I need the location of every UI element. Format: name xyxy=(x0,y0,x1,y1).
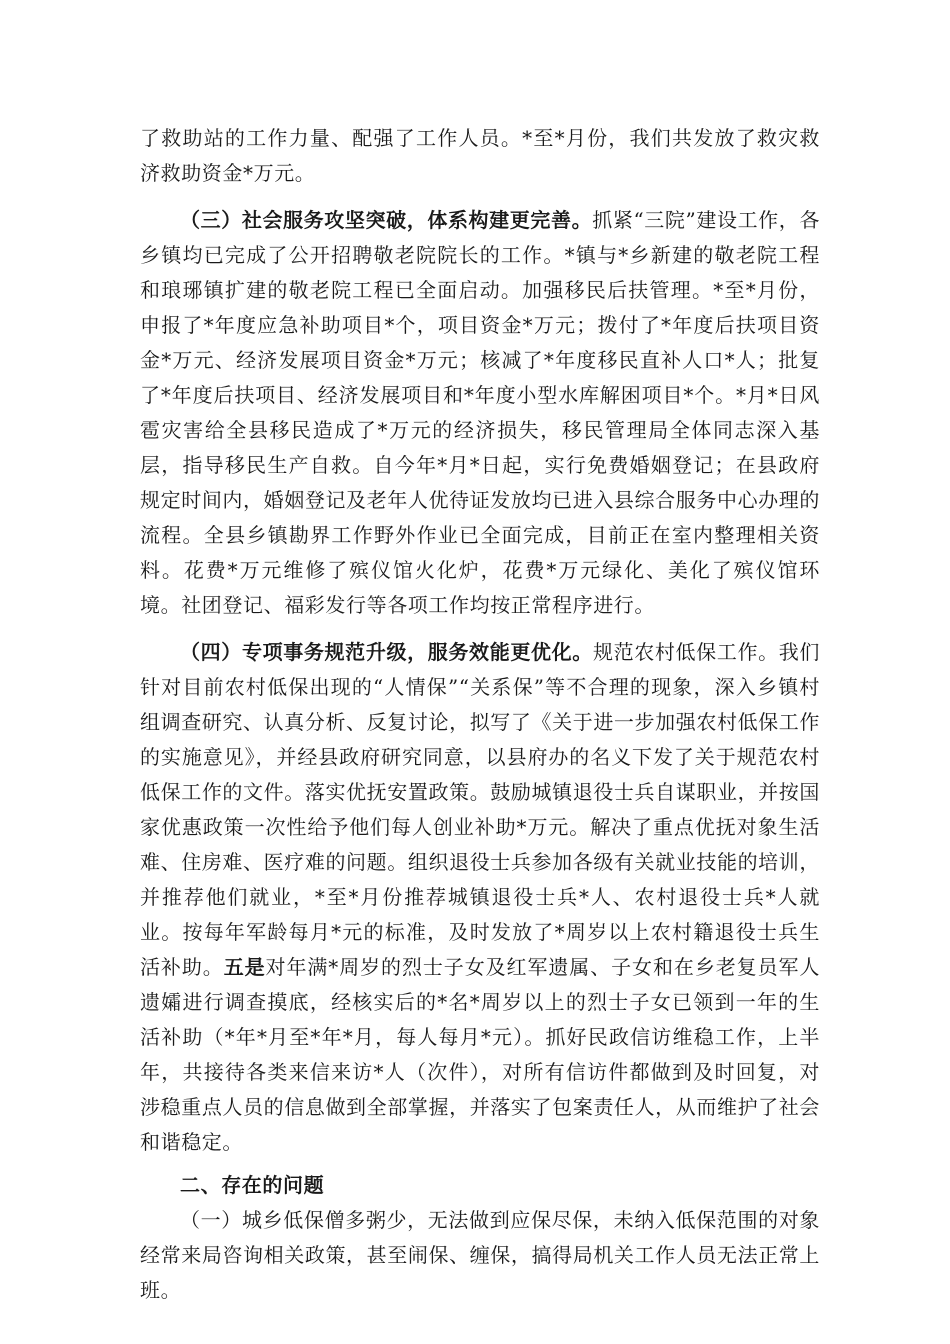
section-body-social-services: 抓紧“三院”建设工作，各乡镇均已完成了公开招聘敬老院院长的工作。*镇与*乡新建的敬老院工程和琅琊镇扩建的敬老院工程已全面启动。加强移民后扶管理。*至*月份，申报了*年度应急补助项目*个，项目资金*万元；拨付了*年度后扶项目资金*万元、经济发展项目资金*万元；核减了*年度移民直补人口*人；批复了*年度后扶项目、经济发展项目和*年度小型水库解困项目*个。*月*日风雹灾害给全县移民造成了*万元的经济损失，移民管理局全体同志深入基层，指导移民生产自救。自今年*月*日起，实行免费婚姻登记；在县政府规定时间内，婚姻登记及老年人优待证发放均已进入县综合服务中心办理的流程。全县乡镇勘界工作野外作业已全面完成，目前正在室内整理相关资料。花费*万元维修了殡仪馆火化炉，花费*万元绿化、美化了殡仪馆环境。社团登记、福彩发行等各项工作均按正常程序进行。 xyxy=(140,208,821,617)
section-body-special-affairs-part2: 对年满*周岁的烈士子女及红军遗属、子女和在乡老复员军人遗孀进行调查摸底，经核实后的*名*周岁以上的烈士子女已领到一年的生活补助（*年*月至*年*月，每人每月*元）。抓好民政信访维稳工作，上半年，共接待各类来信来访*人（次件），对所有信访件都做到及时回复，对涉稳重点人员的信息做到全部掌握，并落实了包案责任人，从而维护了社会和谐稳定。 xyxy=(140,955,821,1154)
paragraph-relief-funds: 了救助站的工作力量、配强了工作人员。*至*月份，我们共发放了救灾救济救助资金*万元。 xyxy=(140,126,820,185)
paragraph-special-affairs xyxy=(140,635,820,1160)
document-page xyxy=(140,121,820,1308)
paragraph-problem-one: （一）城乡低保僧多粥少，无法做到应保尽保，未纳入低保范围的对象经常来局咨询相关政策，甚至闹保、缠保，搞得局机关工作人员无法正常上班。 xyxy=(140,1208,820,1302)
section-heading-problems: 二、存在的问题 xyxy=(180,1173,325,1197)
section-body-special-affairs-part1: 规范农村低保工作。我们针对目前农村低保出现的“人情保”“关系保”等不合理的现象，深入乡镇村组调查研究、认真分析、反复讨论，拟写了《关于进一步加强农村低保工作的实施意见》，并经县政府研究同意，以县府办的名义下发了关于规范农村低保工作的文件。落实优抚安置政策。鼓励城镇退役士兵自谋职业，并按国家优惠政策一次性给予他们每人创业补助*万元。解决了重点优抚对象生活难、住房难、医疗难的问题。组织退役士兵参加各级有关就业技能的培训，并推荐他们就业，*至*月份推荐城镇退役士兵*人、农村退役士兵*人就业。按每年军龄每月*元的标准，及时发放了*周岁以上农村籍退役士兵生活补助。 xyxy=(140,640,821,979)
section-title-social-services: （三）社会服务攻坚突破，体系构建更完善。 xyxy=(180,208,593,232)
inline-bold-fifth: 五是 xyxy=(223,955,266,979)
section-title-special-affairs: （四）专项事务规范升级，服务效能更优化。 xyxy=(180,640,593,664)
paragraph-social-services xyxy=(140,203,820,623)
